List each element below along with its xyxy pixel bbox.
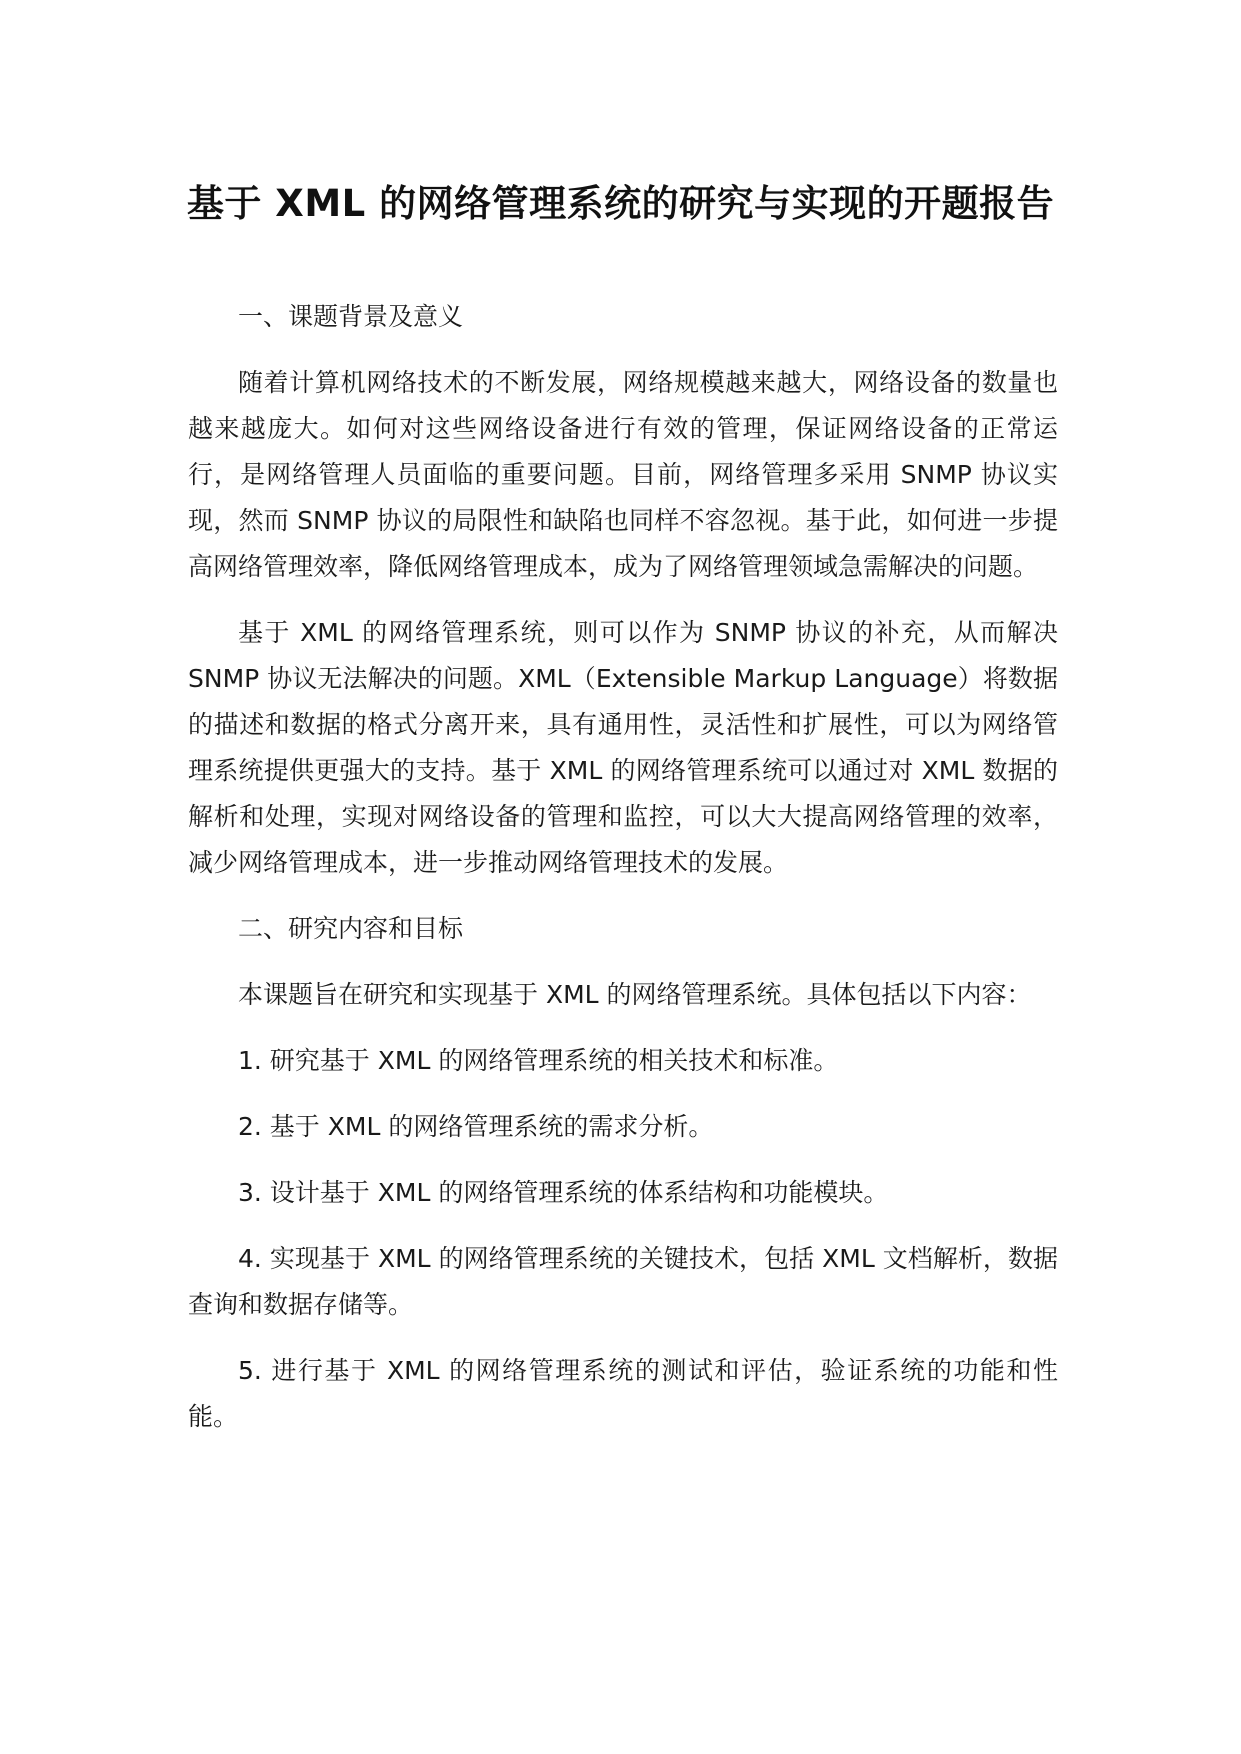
paragraph-xml-system: 基于 XML 的网络管理系统，则可以作为 SNMP 协议的补充，从而解决 SNMP 协议无法解决的问题。XML（Extensible Markup Language）将数据的描述和数据的格式分离开来，具有通用性，灵活性和扩展性，可以为网络管理系统提供更强大的支持。基于 XML 的网络管理系统可以通过对 XML 数据的解析和处理，实现对网络设备的管理和监控，可以大大提高网络管理的效率，减少网络管理成本，进一步推动网络管理技术的发展。 <box>188 618 1058 877</box>
document-body <box>188 294 1058 1460</box>
document-title: 基于 XML 的网络管理系统的研究与实现的开题报告 <box>186 182 1055 225</box>
list-item: 1. 研究基于 XML 的网络管理系统的相关技术和标准。 <box>238 1046 839 1075</box>
list-item: 2. 基于 XML 的网络管理系统的需求分析。 <box>238 1112 714 1141</box>
list-item: 5. 进行基于 XML 的网络管理系统的测试和评估，验证系统的功能和性能。 <box>188 1356 1058 1431</box>
paragraph-background: 随着计算机网络技术的不断发展，网络规模越来越大，网络设备的数量也越来越庞大。如何对这些网络设备进行有效的管理，保证网络设备的正常运行，是网络管理人员面临的重要问题。目前，网络管理多采用 SNMP 协议实现，然而 SNMP 协议的局限性和缺陷也同样不容忽视。基于此，如何进一步提高网络管理效率，降低网络管理成本，成为了网络管理领域急需解决的问题。 <box>188 368 1058 581</box>
section-heading-background: 一、课题背景及意义 <box>238 302 464 331</box>
paragraph-research-intro: 本课题旨在研究和实现基于 XML 的网络管理系统。具体包括以下内容： <box>238 980 1032 1009</box>
list-item: 4. 实现基于 XML 的网络管理系统的关键技术，包括 XML 文档解析，数据查询和数据存储等。 <box>188 1244 1058 1319</box>
list-item: 3. 设计基于 XML 的网络管理系统的体系结构和功能模块。 <box>238 1178 889 1207</box>
section-heading-research-content: 二、研究内容和目标 <box>238 914 464 943</box>
